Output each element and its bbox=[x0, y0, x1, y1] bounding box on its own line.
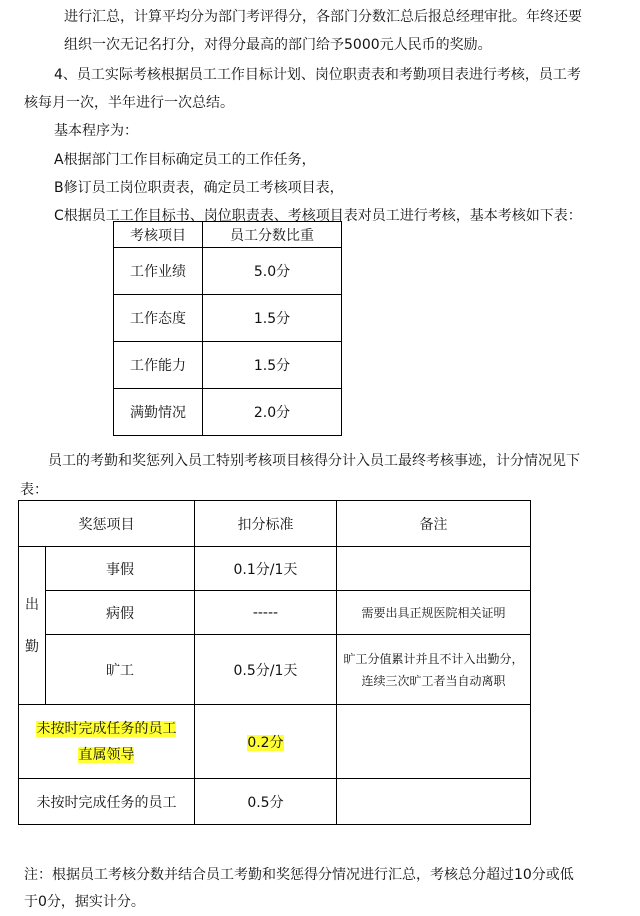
note-paragraph: 注：根据员工考核分数并结合员工考勤和奖惩得分情况进行汇总，考核总分超过10分或低 bbox=[24, 867, 574, 883]
paragraph-line: 进行汇总，计算平均分为部门考评得分，各部门分数汇总后报总经理审批。年终还要 bbox=[64, 9, 582, 25]
step-item: A根据部门工作目标确定员工的工作任务， bbox=[54, 152, 316, 168]
table-row bbox=[19, 779, 531, 825]
table-row bbox=[114, 389, 342, 436]
table-cell: 1.5分 bbox=[203, 342, 342, 389]
table-cell bbox=[194, 705, 336, 779]
table-row bbox=[19, 705, 531, 779]
note-line: 连续三次旷工者当自动离职 bbox=[361, 673, 506, 688]
table-cell: 0.1分/1天 bbox=[194, 547, 336, 591]
assessment-table bbox=[113, 221, 342, 436]
note-paragraph: 于0分，据实计分。 bbox=[24, 894, 145, 910]
table-cell: 1.5分 bbox=[203, 295, 342, 342]
table-cell bbox=[336, 705, 530, 779]
table-cell: 工作能力 bbox=[114, 342, 203, 389]
table-cell: 工作态度 bbox=[114, 295, 203, 342]
table-header-row bbox=[19, 501, 531, 547]
table-cell: 工作业绩 bbox=[114, 248, 203, 295]
table-cell: 病假 bbox=[46, 591, 195, 635]
table-row bbox=[114, 342, 342, 389]
table-cell: 0.5分/1天 bbox=[194, 635, 336, 705]
attendance-label-char: 出 bbox=[25, 596, 39, 613]
table-cell bbox=[336, 635, 530, 705]
table-cell: 未按时完成任务的员工 bbox=[19, 779, 195, 825]
table-row bbox=[114, 295, 342, 342]
table-header-cell: 备注 bbox=[336, 501, 530, 547]
table-header-cell: 考核项目 bbox=[114, 222, 203, 248]
table-row bbox=[19, 547, 531, 591]
note-line: 旷工分值累计并且不计入出勤分， bbox=[343, 651, 524, 666]
table-row bbox=[114, 248, 342, 295]
table-cell: 0.5分 bbox=[194, 779, 336, 825]
table-cell bbox=[19, 705, 195, 779]
highlighted-text: 0.2分 bbox=[247, 734, 284, 751]
section-heading: 基本程序为： bbox=[54, 123, 138, 139]
table-cell: 需要出具正规医院相关证明 bbox=[336, 591, 530, 635]
table-cell: ----- bbox=[194, 591, 336, 635]
table-row bbox=[19, 635, 531, 705]
table-header-cell: 奖惩项目 bbox=[19, 501, 195, 547]
table-header-row bbox=[114, 222, 342, 248]
step-item: C根据员工工作目标书、岗位职责表、考核项目表对员工进行考核，基本考核如下表： bbox=[54, 208, 582, 224]
paragraph-line: 员工的考勤和奖惩列入员工特别考核项目核得分计入员工最终考核事迹，计分情况见下 bbox=[48, 453, 580, 469]
table-cell: 2.0分 bbox=[203, 389, 342, 436]
reward-penalty-table bbox=[18, 500, 531, 825]
highlighted-text: 直属领导 bbox=[78, 746, 135, 763]
step-item: B修订员工岗位职责表，确定员工考核项目表， bbox=[54, 180, 344, 196]
attendance-label bbox=[19, 547, 46, 705]
table-cell bbox=[336, 547, 530, 591]
table-cell: 5.0分 bbox=[203, 248, 342, 295]
table-row bbox=[19, 591, 531, 635]
paragraph-line: 4、员工实际考核根据员工工作目标计划、岗位职责表和考勤项目表进行考核，员工考 bbox=[54, 67, 581, 83]
table-cell: 旷工 bbox=[46, 635, 195, 705]
paragraph-line: 表： bbox=[20, 482, 48, 498]
paragraph-line: 组织一次无记名打分，对得分最高的部门给予5000元人民币的奖励。 bbox=[64, 37, 492, 53]
table-cell: 满勤情况 bbox=[114, 389, 203, 436]
table-header-cell: 扣分标准 bbox=[194, 501, 336, 547]
table-cell: 事假 bbox=[46, 547, 195, 591]
highlighted-text: 未按时完成任务的员工 bbox=[36, 720, 177, 737]
attendance-label-char: 勤 bbox=[25, 638, 39, 655]
table-header-cell: 员工分数比重 bbox=[203, 222, 342, 248]
paragraph-line: 核每月一次，半年进行一次总结。 bbox=[24, 95, 234, 111]
table-cell bbox=[336, 779, 530, 825]
